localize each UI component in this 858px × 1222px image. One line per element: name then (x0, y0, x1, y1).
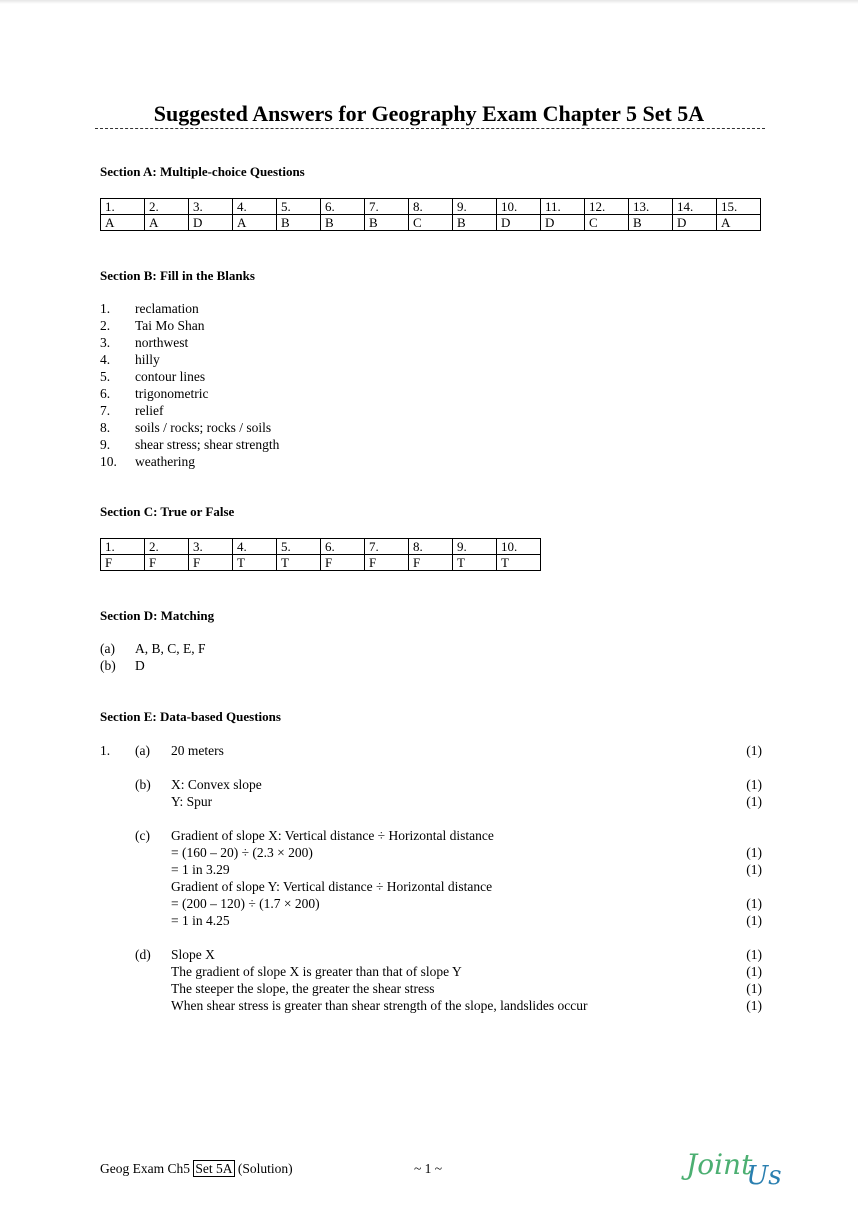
table-cell: T (277, 555, 321, 571)
item-number: 7. (100, 403, 111, 418)
viewer-top-shadow (0, 0, 858, 4)
item-text: D (135, 658, 145, 673)
section-b-heading: Section B: Fill in the Blanks (100, 268, 255, 283)
table-cell: 8. (409, 199, 453, 215)
table-cell: 6. (321, 539, 365, 555)
item-number: 5. (100, 369, 111, 384)
mark: (1) (746, 845, 762, 860)
answer-text: = (200 – 120) ÷ (1.7 × 200) (171, 896, 320, 911)
answer-row (100, 946, 762, 963)
table-cell: F (189, 555, 233, 571)
answer-text: Gradient of slope Y: Vertical distance ÷ Horizontal distance (171, 879, 493, 894)
table-cell: A (233, 215, 277, 231)
list-item (100, 300, 279, 317)
question-number: 1. (100, 743, 111, 758)
footer-label (100, 1161, 293, 1177)
answer-text: = 1 in 3.29 (171, 862, 230, 877)
table-cell: F (321, 555, 365, 571)
footer-suffix: (Solution) (237, 1161, 293, 1176)
item-text: relief (135, 403, 164, 418)
table-cell: T (453, 555, 497, 571)
table-cell: B (629, 215, 673, 231)
table-cell: 10. (497, 539, 541, 555)
mark: (1) (746, 964, 762, 979)
list-item (100, 436, 279, 453)
table-cell: 1. (101, 539, 145, 555)
answer-text: = (160 – 20) ÷ (2.3 × 200) (171, 845, 313, 860)
mark: (1) (746, 743, 762, 758)
list-item (100, 402, 279, 419)
footer-prefix: Geog Exam Ch5 (100, 1161, 190, 1176)
page-title: Suggested Answers for Geography Exam Chapter 5 Set 5A (153, 101, 705, 126)
answer-row (100, 861, 762, 878)
list-item (100, 351, 279, 368)
table-cell: 4. (233, 539, 277, 555)
list-item (100, 385, 279, 402)
table-cell: 7. (365, 199, 409, 215)
mark: (1) (746, 777, 762, 792)
list-item (100, 317, 279, 334)
table-cell: T (233, 555, 277, 571)
table-cell: C (409, 215, 453, 231)
table-cell: 15. (717, 199, 761, 215)
table-cell: F (365, 555, 409, 571)
table-cell: A (717, 215, 761, 231)
table-cell: 2. (145, 199, 189, 215)
jointus-logo (686, 1148, 788, 1191)
table-cell: 13. (629, 199, 673, 215)
answer-row (100, 912, 762, 929)
table-cell: 4. (233, 199, 277, 215)
item-text: reclamation (135, 301, 199, 316)
table-cell: A (101, 215, 145, 231)
item-number: (a) (100, 641, 115, 656)
logo-joint: Joint (686, 1148, 753, 1181)
answer-row (100, 776, 762, 793)
part-label: (b) (135, 777, 151, 792)
table-cell: F (145, 555, 189, 571)
item-number: (b) (100, 658, 116, 673)
item-number: 6. (100, 386, 111, 401)
table-cell: 1. (101, 199, 145, 215)
item-text: weathering (135, 454, 195, 469)
section-c-heading: Section C: True or False (100, 504, 235, 519)
item-text: contour lines (135, 369, 206, 384)
answer-row (100, 997, 762, 1014)
part-label: (c) (135, 828, 150, 843)
list-item (100, 657, 206, 674)
mark: (1) (746, 947, 762, 962)
mark: (1) (746, 981, 762, 996)
table-cell: B (453, 215, 497, 231)
title-divider (95, 128, 765, 129)
table-cell: 2. (145, 539, 189, 555)
table-cell: 9. (453, 539, 497, 555)
table-cell: T (497, 555, 541, 571)
table-cell: A (145, 215, 189, 231)
table-cell: B (321, 215, 365, 231)
answer-text: When shear stress is greater than shear strength of the slope, landslides occur (171, 998, 588, 1013)
item-number: 4. (100, 352, 111, 367)
table-cell: 7. (365, 539, 409, 555)
footer-set-box: Set 5A (195, 1161, 233, 1176)
answer-text: The gradient of slope X is greater than that of slope Y (171, 964, 462, 979)
mark: (1) (746, 896, 762, 911)
table-cell: 12. (585, 199, 629, 215)
item-text: shear stress; shear strength (135, 437, 280, 452)
table-cell: D (189, 215, 233, 231)
answer-text: 20 meters (171, 743, 224, 758)
list-item (100, 368, 279, 385)
answer-row (100, 878, 762, 895)
table-cell: B (365, 215, 409, 231)
item-text: Tai Mo Shan (135, 318, 205, 333)
table-cell: F (101, 555, 145, 571)
item-number: 1. (100, 301, 111, 316)
part-label: (d) (135, 947, 151, 962)
item-number: 8. (100, 420, 111, 435)
table-cell: B (277, 215, 321, 231)
item-text: A, B, C, E, F (135, 641, 206, 656)
section-e-heading: Section E: Data-based Questions (100, 709, 281, 724)
item-text: soils / rocks; rocks / soils (135, 420, 272, 435)
list-item (100, 453, 279, 470)
mark: (1) (746, 913, 762, 928)
mark: (1) (746, 794, 762, 809)
table-cell: 6. (321, 199, 365, 215)
table-cell: D (541, 215, 585, 231)
table-cell: 11. (541, 199, 585, 215)
table-cell: F (409, 555, 453, 571)
part-label: (a) (135, 743, 150, 758)
answer-text: = 1 in 4.25 (171, 913, 230, 928)
section-c-table (100, 538, 541, 571)
item-text: hilly (135, 352, 160, 367)
section-a-heading: Section A: Multiple-choice Questions (100, 164, 305, 179)
table-cell: C (585, 215, 629, 231)
table-cell: D (673, 215, 717, 231)
section-b-list (100, 300, 279, 470)
page-number: ~ 1 ~ (414, 1161, 443, 1176)
answer-text: Gradient of slope X: Vertical distance ÷ Horizontal distance (171, 828, 494, 843)
answer-text: Y: Spur (171, 794, 213, 809)
item-number: 10. (100, 454, 117, 469)
answer-row (100, 895, 762, 912)
section-a-table (100, 198, 761, 231)
item-text: northwest (135, 335, 189, 350)
answer-row (100, 827, 762, 844)
mark: (1) (746, 862, 762, 877)
table-cell: 5. (277, 539, 321, 555)
table-cell: 5. (277, 199, 321, 215)
table-cell: 10. (497, 199, 541, 215)
item-number: 9. (100, 437, 111, 452)
table-cell: D (497, 215, 541, 231)
logo-us: Us (746, 1161, 782, 1191)
answer-row (100, 980, 762, 997)
item-text: trigonometric (135, 386, 209, 401)
list-item (100, 419, 279, 436)
answer-text: Slope X (171, 947, 215, 962)
answer-row (100, 742, 762, 759)
table-cell: 8. (409, 539, 453, 555)
list-item (100, 640, 206, 657)
section-d-list (100, 640, 206, 674)
answer-row (100, 963, 762, 980)
answer-text: The steeper the slope, the greater the shear stress (171, 981, 435, 996)
table-cell: 14. (673, 199, 717, 215)
section-d-heading: Section D: Matching (100, 608, 215, 623)
item-number: 3. (100, 335, 111, 350)
answer-row (100, 844, 762, 861)
answer-text: X: Convex slope (171, 777, 262, 792)
list-item (100, 334, 279, 351)
mark: (1) (746, 998, 762, 1013)
section-e-answers (100, 742, 762, 1014)
table-cell: 9. (453, 199, 497, 215)
answer-row (100, 793, 762, 810)
table-cell: 3. (189, 199, 233, 215)
item-number: 2. (100, 318, 111, 333)
table-cell: 3. (189, 539, 233, 555)
